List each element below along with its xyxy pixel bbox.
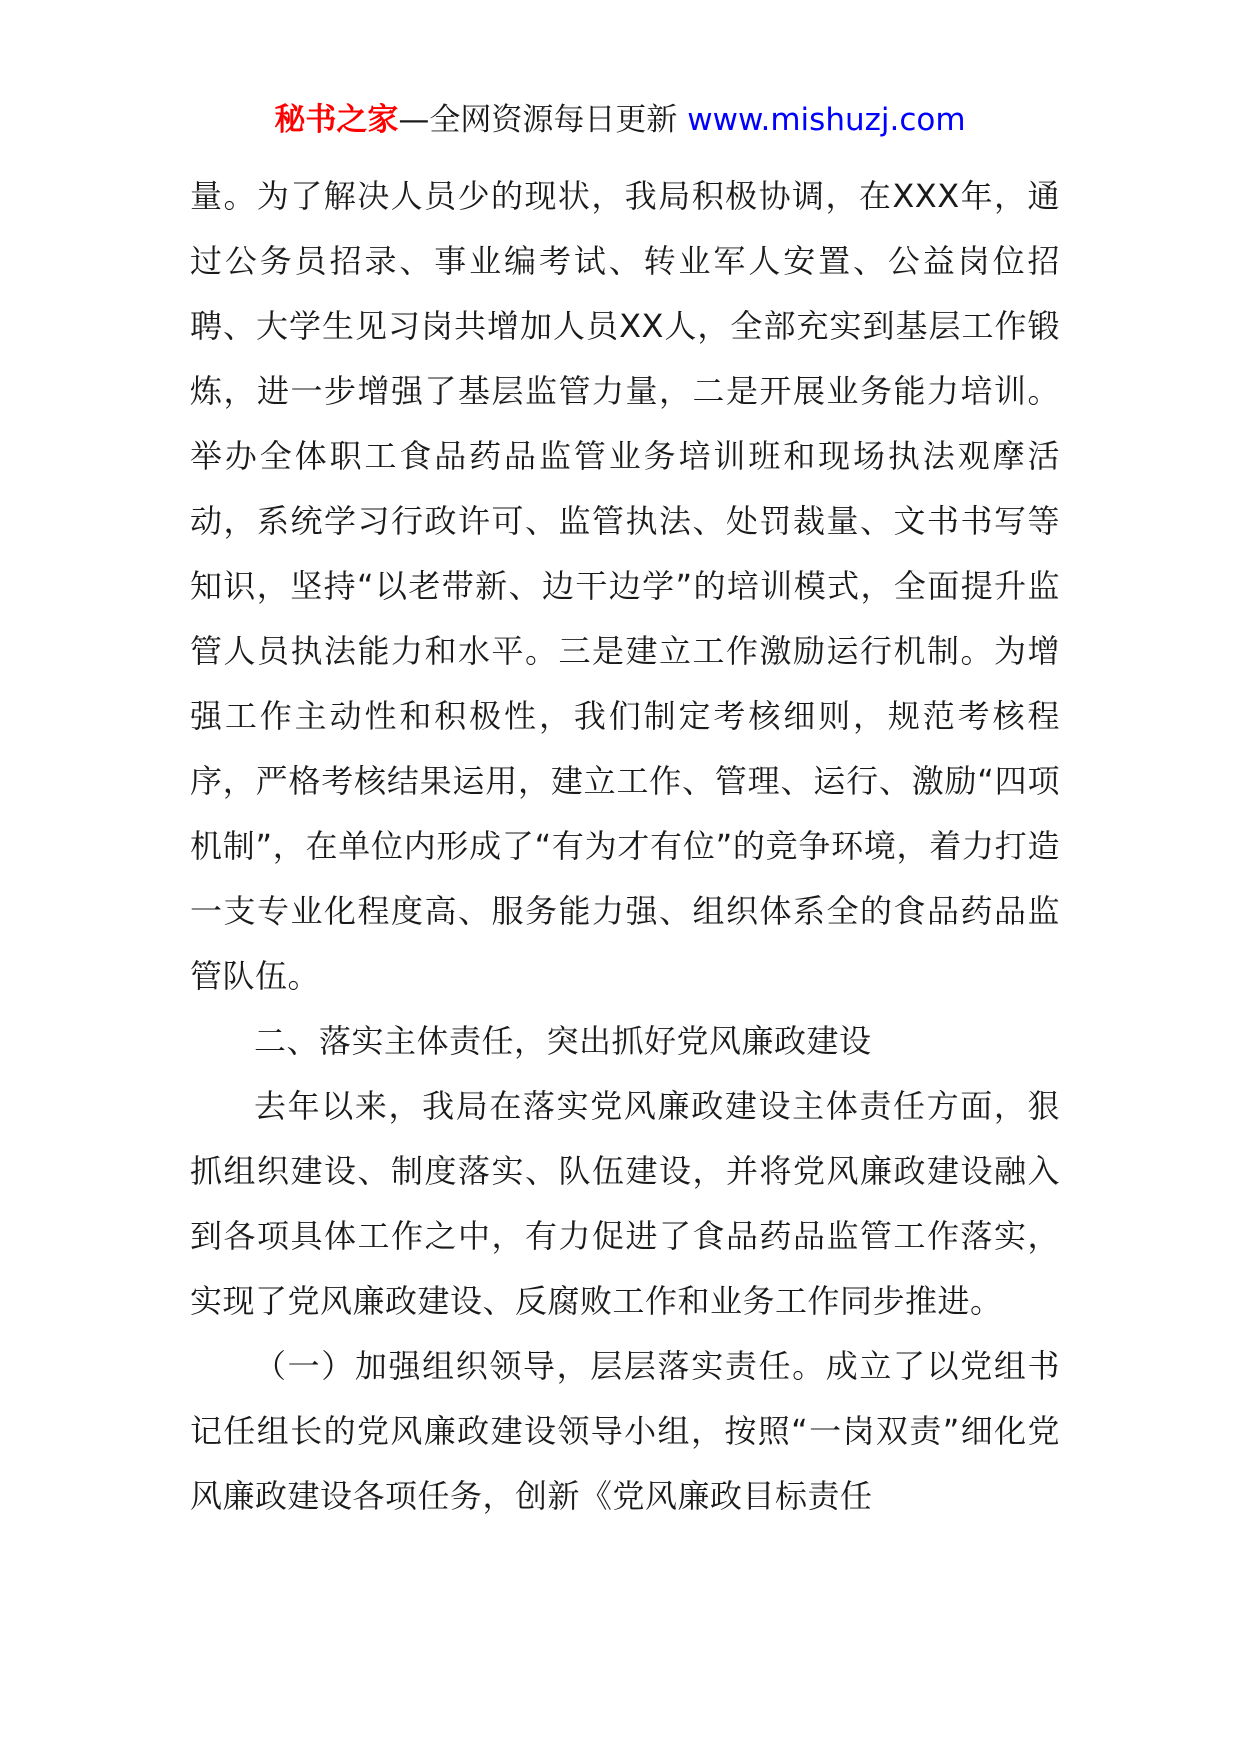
site-slogan: —全网资源每日更新 [398, 102, 678, 138]
site-url-link[interactable]: www.mishuzj.com [687, 102, 966, 138]
site-brand: 秘书之家 [274, 102, 399, 138]
section-heading-2: 二、落实主体责任，突出抓好党风廉政建设 [254, 1022, 872, 1060]
paragraph-organization-leadership: （一）加强组织领导，层层落实责任。成立了以党组书记任组长的党风廉政建设领导小组，按照“一岗双责”细化党风廉政建设各项任务，创新《党风廉政目标责任 [190, 1347, 1060, 1515]
paragraph-staffing: 量。为了解决人员少的现状，我局积极协调，在XXX年，通过公务员招录、事业编考试、转业军人安置、公益岗位招聘、大学生见习岗共增加人员XX人，全部充实到基层工作锻炼，进一步增强了基层监管力量，二是开展业务能力培训。举办全体职工食品药品监管业务培训班和现场执法观摩活动，系统学习行政许可、监管执法、处罚裁量、文书书写等知识，坚持“以老带新、边干边学”的培训模式，全面提升监管人员执法能力和水平。三是建立工作激励运行机制。为增强工作主动性和积极性，我们制定考核细则，规范考核程序，严格考核结果运用，建立工作、管理、运行、激励“四项机制”，在单位内形成了“有为才有位”的竞争环境，着力打造一支专业化程度高、服务能力强、组织体系全的食品药品监管队伍。 [190, 177, 1060, 995]
page-header [0, 98, 1240, 142]
document-body [190, 164, 1060, 1529]
paragraph-party-integrity: 去年以来，我局在落实党风廉政建设主体责任方面，狠抓组织建设、制度落实、队伍建设，并将党风廉政建设融入到各项具体工作之中，有力促进了食品药品监管工作落实，实现了党风廉政建设、反腐败工作和业务工作同步推进。 [190, 1087, 1060, 1320]
